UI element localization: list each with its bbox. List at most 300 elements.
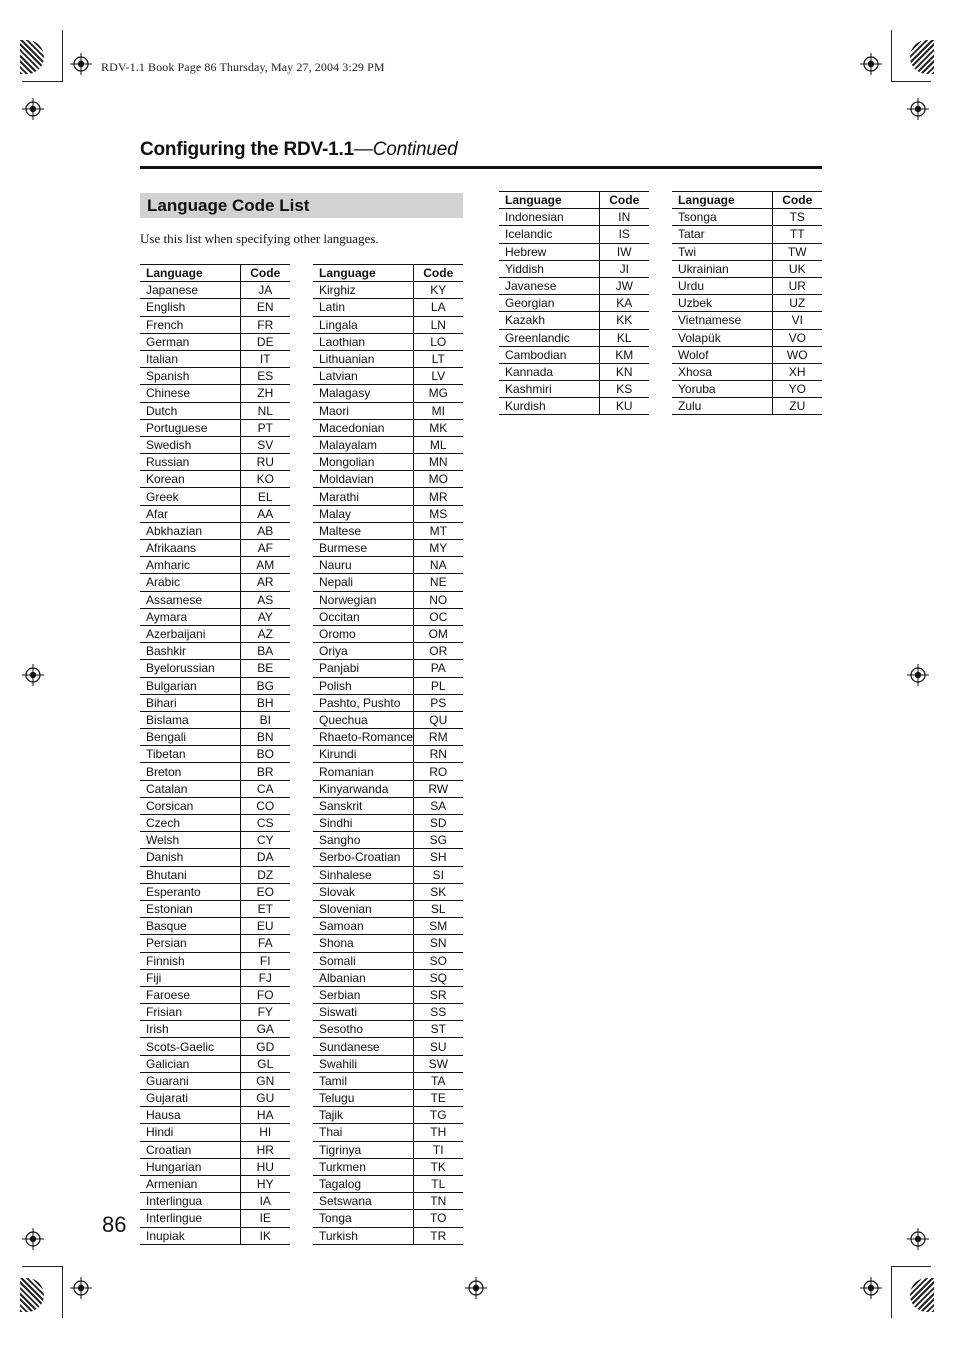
code-cell: SM: [413, 918, 463, 935]
code-cell: AB: [240, 522, 290, 539]
language-cell: Kirundi: [313, 746, 413, 763]
registration-mark-icon: [860, 53, 882, 75]
title-rule: [140, 166, 822, 169]
code-cell: IS: [599, 226, 649, 243]
language-cell: Latin: [313, 299, 413, 316]
registration-mark-icon: [22, 1228, 44, 1250]
table-row: [313, 883, 463, 900]
language-cell: Byelorussian: [140, 660, 240, 677]
table-row: [313, 815, 463, 832]
code-cell: HU: [240, 1158, 290, 1175]
code-cell: HY: [240, 1175, 290, 1192]
code-cell: OC: [413, 608, 463, 625]
table-row: [313, 1021, 463, 1038]
table-row: [140, 986, 290, 1003]
table-row: [313, 1055, 463, 1072]
table-row: [140, 677, 290, 694]
code-cell: BN: [240, 729, 290, 746]
language-cell: Shona: [313, 935, 413, 952]
code-cell: GL: [240, 1055, 290, 1072]
code-cell: RM: [413, 729, 463, 746]
code-cell: SS: [413, 1004, 463, 1021]
language-column-header: Language: [140, 265, 240, 282]
language-cell: Serbian: [313, 986, 413, 1003]
language-cell: Scots-Gaelic: [140, 1038, 240, 1055]
table-row: [140, 849, 290, 866]
code-cell: BG: [240, 677, 290, 694]
language-cell: Oriya: [313, 643, 413, 660]
language-cell: Macedonian: [313, 419, 413, 436]
table-row: [140, 1055, 290, 1072]
code-cell: MK: [413, 419, 463, 436]
code-cell: SG: [413, 832, 463, 849]
table-row: [499, 398, 649, 415]
table-row: [313, 574, 463, 591]
language-cell: Twi: [672, 243, 772, 260]
language-cell: Korean: [140, 471, 240, 488]
table-row: [140, 1107, 290, 1124]
language-column-header: Language: [672, 192, 772, 209]
code-cell: KL: [599, 329, 649, 346]
language-cell: Uzbek: [672, 295, 772, 312]
language-cell: Japanese: [140, 282, 240, 299]
crop-mark: [891, 1266, 931, 1267]
code-cell: DZ: [240, 866, 290, 883]
code-cell: ML: [413, 436, 463, 453]
language-cell: Polish: [313, 677, 413, 694]
table-row: [313, 1107, 463, 1124]
code-cell: BI: [240, 711, 290, 728]
language-cell: Marathi: [313, 488, 413, 505]
registration-mark-icon: [907, 98, 929, 120]
language-cell: Sesotho: [313, 1021, 413, 1038]
table-row: [313, 729, 463, 746]
language-cell: Kurdish: [499, 398, 599, 415]
intro-text: Use this list when specifying other languages.: [140, 231, 379, 246]
code-cell: SQ: [413, 969, 463, 986]
language-cell: Portuguese: [140, 419, 240, 436]
code-cell: TH: [413, 1124, 463, 1141]
table-row: [140, 574, 290, 591]
table-row: [140, 1072, 290, 1089]
table-row: [313, 1193, 463, 1210]
table-row: [313, 1090, 463, 1107]
table-row: [140, 797, 290, 814]
table-row: [140, 918, 290, 935]
language-cell: Kirghiz: [313, 282, 413, 299]
table-row: [313, 1158, 463, 1175]
table-row: [313, 1072, 463, 1089]
code-cell: BR: [240, 763, 290, 780]
language-cell: Romanian: [313, 763, 413, 780]
table-row: [140, 1193, 290, 1210]
registration-mark-icon: [70, 1277, 92, 1299]
language-cell: Faroese: [140, 986, 240, 1003]
language-cell: Bihari: [140, 694, 240, 711]
table-row: [313, 643, 463, 660]
code-cell: OR: [413, 643, 463, 660]
code-cell: TL: [413, 1175, 463, 1192]
language-cell: Greenlandic: [499, 329, 599, 346]
language-column-header: Language: [499, 192, 599, 209]
language-cell: Sangho: [313, 832, 413, 849]
language-cell: Lingala: [313, 316, 413, 333]
language-cell: Bashkir: [140, 643, 240, 660]
language-cell: Arabic: [140, 574, 240, 591]
color-bar-mark: [910, 40, 934, 74]
code-cell: YO: [772, 381, 822, 398]
table-row: [140, 1090, 290, 1107]
crop-mark: [22, 1266, 62, 1267]
table-row: [313, 780, 463, 797]
language-cell: Abkhazian: [140, 522, 240, 539]
table-row: [140, 540, 290, 557]
code-cell: LO: [413, 333, 463, 350]
table-row: [140, 729, 290, 746]
code-cell: NO: [413, 591, 463, 608]
language-cell: Wolof: [672, 346, 772, 363]
code-cell: TN: [413, 1193, 463, 1210]
table-row: [672, 346, 822, 363]
code-cell: KY: [413, 282, 463, 299]
table-row: [140, 471, 290, 488]
code-cell: CY: [240, 832, 290, 849]
language-cell: Rhaeto-Romance: [313, 729, 413, 746]
table-row: [499, 243, 649, 260]
code-cell: LN: [413, 316, 463, 333]
code-cell: GU: [240, 1090, 290, 1107]
code-cell: AF: [240, 540, 290, 557]
code-cell: IT: [240, 350, 290, 367]
language-cell: Norwegian: [313, 591, 413, 608]
language-cell: Hindi: [140, 1124, 240, 1141]
code-cell: XH: [772, 363, 822, 380]
color-bar-mark: [20, 1278, 44, 1312]
code-cell: ZU: [772, 398, 822, 415]
code-cell: IE: [240, 1210, 290, 1227]
language-cell: Pashto, Pushto: [313, 694, 413, 711]
print-info: RDV-1.1 Book Page 86 Thursday, May 27, 2004 3:29 PM: [101, 60, 385, 74]
registration-mark-icon: [22, 98, 44, 120]
language-cell: Fiji: [140, 969, 240, 986]
table-row: [140, 368, 290, 385]
table-row: [140, 694, 290, 711]
code-cell: SK: [413, 883, 463, 900]
table-row: [140, 746, 290, 763]
code-cell: KK: [599, 312, 649, 329]
table-row: [313, 454, 463, 471]
language-cell: German: [140, 333, 240, 350]
crop-mark: [22, 81, 62, 82]
code-cell: EU: [240, 918, 290, 935]
table-row: [313, 849, 463, 866]
code-cell: VI: [772, 312, 822, 329]
table-row: [140, 1158, 290, 1175]
crop-mark: [62, 30, 63, 82]
code-cell: LA: [413, 299, 463, 316]
code-cell: BH: [240, 694, 290, 711]
code-cell: TS: [772, 209, 822, 226]
code-cell: AR: [240, 574, 290, 591]
code-cell: SU: [413, 1038, 463, 1055]
code-cell: PA: [413, 660, 463, 677]
table-row: [313, 557, 463, 574]
table-row: [313, 677, 463, 694]
table-row: [313, 299, 463, 316]
code-cell: AM: [240, 557, 290, 574]
language-cell: Vietnamese: [672, 312, 772, 329]
table-row: [313, 522, 463, 539]
code-cell: KM: [599, 346, 649, 363]
language-cell: Afrikaans: [140, 540, 240, 557]
table-row: [313, 316, 463, 333]
table-row: [313, 1227, 463, 1244]
language-cell: Basque: [140, 918, 240, 935]
code-cell: FR: [240, 316, 290, 333]
language-cell: Tigrinya: [313, 1141, 413, 1158]
language-cell: Indonesian: [499, 209, 599, 226]
table-row: [313, 763, 463, 780]
code-cell: MS: [413, 505, 463, 522]
code-cell: TT: [772, 226, 822, 243]
code-cell: SN: [413, 935, 463, 952]
table-row: [140, 711, 290, 728]
language-cell: Quechua: [313, 711, 413, 728]
language-cell: Samoan: [313, 918, 413, 935]
language-cell: Tatar: [672, 226, 772, 243]
code-cell: GD: [240, 1038, 290, 1055]
table-row: [499, 260, 649, 277]
language-cell: Kannada: [499, 363, 599, 380]
table-row: [313, 986, 463, 1003]
code-cell: ST: [413, 1021, 463, 1038]
code-cell: NL: [240, 402, 290, 419]
table-row: [499, 329, 649, 346]
table-row: [499, 312, 649, 329]
table-row: [140, 883, 290, 900]
language-code-table-1: [140, 264, 290, 1245]
language-cell: Nauru: [313, 557, 413, 574]
chapter-title: [140, 139, 458, 161]
language-cell: Tibetan: [140, 746, 240, 763]
language-cell: Danish: [140, 849, 240, 866]
code-cell: ET: [240, 900, 290, 917]
language-cell: Lithuanian: [313, 350, 413, 367]
table-row: [140, 935, 290, 952]
table-row: [140, 763, 290, 780]
table-row: [499, 381, 649, 398]
language-cell: Estonian: [140, 900, 240, 917]
table-row: [313, 746, 463, 763]
language-cell: Tagalog: [313, 1175, 413, 1192]
code-cell: KO: [240, 471, 290, 488]
table-row: [313, 419, 463, 436]
language-cell: Guarani: [140, 1072, 240, 1089]
table-row: [499, 295, 649, 312]
table-row: [140, 1210, 290, 1227]
code-cell: MT: [413, 522, 463, 539]
language-cell: Volapük: [672, 329, 772, 346]
code-cell: TO: [413, 1210, 463, 1227]
code-column-header: Code: [772, 192, 822, 209]
table-row: [313, 918, 463, 935]
code-cell: EN: [240, 299, 290, 316]
language-cell: Assamese: [140, 591, 240, 608]
table-row: [672, 243, 822, 260]
table-row: [672, 209, 822, 226]
code-cell: AA: [240, 505, 290, 522]
color-bar-mark: [910, 1278, 934, 1312]
table-row: [140, 608, 290, 625]
language-cell: Kinyarwanda: [313, 780, 413, 797]
code-cell: JI: [599, 260, 649, 277]
code-cell: UR: [772, 277, 822, 294]
language-cell: Telugu: [313, 1090, 413, 1107]
table-row: [140, 1021, 290, 1038]
code-cell: DE: [240, 333, 290, 350]
language-cell: Croatian: [140, 1141, 240, 1158]
language-cell: Oromo: [313, 625, 413, 642]
code-column-header: Code: [240, 265, 290, 282]
code-cell: GN: [240, 1072, 290, 1089]
code-cell: FO: [240, 986, 290, 1003]
language-cell: Xhosa: [672, 363, 772, 380]
code-cell: SW: [413, 1055, 463, 1072]
language-cell: Sanskrit: [313, 797, 413, 814]
language-cell: Sundanese: [313, 1038, 413, 1055]
table-row: [140, 488, 290, 505]
language-cell: French: [140, 316, 240, 333]
language-cell: Yiddish: [499, 260, 599, 277]
language-cell: Corsican: [140, 797, 240, 814]
table-row: [313, 591, 463, 608]
code-cell: SI: [413, 866, 463, 883]
table-row: [313, 900, 463, 917]
code-cell: RW: [413, 780, 463, 797]
language-cell: Yoruba: [672, 381, 772, 398]
language-cell: Dutch: [140, 402, 240, 419]
language-cell: Esperanto: [140, 883, 240, 900]
language-cell: Malay: [313, 505, 413, 522]
table-row: [140, 436, 290, 453]
registration-mark-icon: [860, 1277, 882, 1299]
table-row: [140, 866, 290, 883]
table-row: [140, 316, 290, 333]
language-cell: Malayalam: [313, 436, 413, 453]
language-cell: Zulu: [672, 398, 772, 415]
code-cell: AZ: [240, 625, 290, 642]
language-cell: Georgian: [499, 295, 599, 312]
code-cell: SH: [413, 849, 463, 866]
language-cell: Tonga: [313, 1210, 413, 1227]
crop-mark: [62, 1266, 63, 1318]
table-row: [313, 935, 463, 952]
code-cell: BE: [240, 660, 290, 677]
table-row: [140, 299, 290, 316]
code-cell: MN: [413, 454, 463, 471]
table-row: [313, 797, 463, 814]
table-row: [140, 385, 290, 402]
table-row: [313, 832, 463, 849]
code-cell: MY: [413, 540, 463, 557]
language-cell: Urdu: [672, 277, 772, 294]
table-row: [140, 660, 290, 677]
table-row: [313, 866, 463, 883]
language-cell: Setswana: [313, 1193, 413, 1210]
table-row: [313, 969, 463, 986]
language-cell: Burmese: [313, 540, 413, 557]
code-cell: NE: [413, 574, 463, 591]
language-cell: Bengali: [140, 729, 240, 746]
table-row: [313, 488, 463, 505]
language-cell: Mongolian: [313, 454, 413, 471]
language-cell: Icelandic: [499, 226, 599, 243]
code-column-header: Code: [599, 192, 649, 209]
table-row: [313, 368, 463, 385]
language-cell: Greek: [140, 488, 240, 505]
code-cell: FY: [240, 1004, 290, 1021]
language-cell: Panjabi: [313, 660, 413, 677]
table-row: [313, 608, 463, 625]
table-row: [499, 277, 649, 294]
code-cell: SL: [413, 900, 463, 917]
code-column-header: Code: [413, 265, 463, 282]
language-cell: Galician: [140, 1055, 240, 1072]
code-cell: ES: [240, 368, 290, 385]
table-row: [499, 363, 649, 380]
code-cell: QU: [413, 711, 463, 728]
table-row: [140, 900, 290, 917]
language-cell: Cambodian: [499, 346, 599, 363]
code-cell: SO: [413, 952, 463, 969]
table-row: [313, 1124, 463, 1141]
code-cell: LT: [413, 350, 463, 367]
language-cell: Interlingue: [140, 1210, 240, 1227]
code-cell: MO: [413, 471, 463, 488]
code-cell: SV: [240, 436, 290, 453]
code-cell: IA: [240, 1193, 290, 1210]
language-cell: Turkmen: [313, 1158, 413, 1175]
registration-mark-icon: [465, 1277, 487, 1299]
registration-mark-icon: [907, 1228, 929, 1250]
language-cell: Javanese: [499, 277, 599, 294]
table-row: [140, 505, 290, 522]
language-cell: Hungarian: [140, 1158, 240, 1175]
language-cell: Latvian: [313, 368, 413, 385]
language-cell: Maori: [313, 402, 413, 419]
table-row: [499, 226, 649, 243]
code-cell: KA: [599, 295, 649, 312]
language-cell: Breton: [140, 763, 240, 780]
color-bar-mark: [20, 40, 44, 74]
language-cell: Turkish: [313, 1227, 413, 1244]
table-row: [140, 1141, 290, 1158]
table-row: [313, 625, 463, 642]
code-cell: UZ: [772, 295, 822, 312]
table-row: [672, 260, 822, 277]
language-cell: Russian: [140, 454, 240, 471]
section-heading: Language Code List: [140, 193, 463, 218]
code-cell: SA: [413, 797, 463, 814]
language-cell: Somali: [313, 952, 413, 969]
table-row: [140, 969, 290, 986]
language-cell: Malagasy: [313, 385, 413, 402]
language-cell: Kazakh: [499, 312, 599, 329]
language-code-table-3: [499, 191, 649, 415]
table-row: [140, 1038, 290, 1055]
code-cell: JW: [599, 277, 649, 294]
language-cell: Slovenian: [313, 900, 413, 917]
